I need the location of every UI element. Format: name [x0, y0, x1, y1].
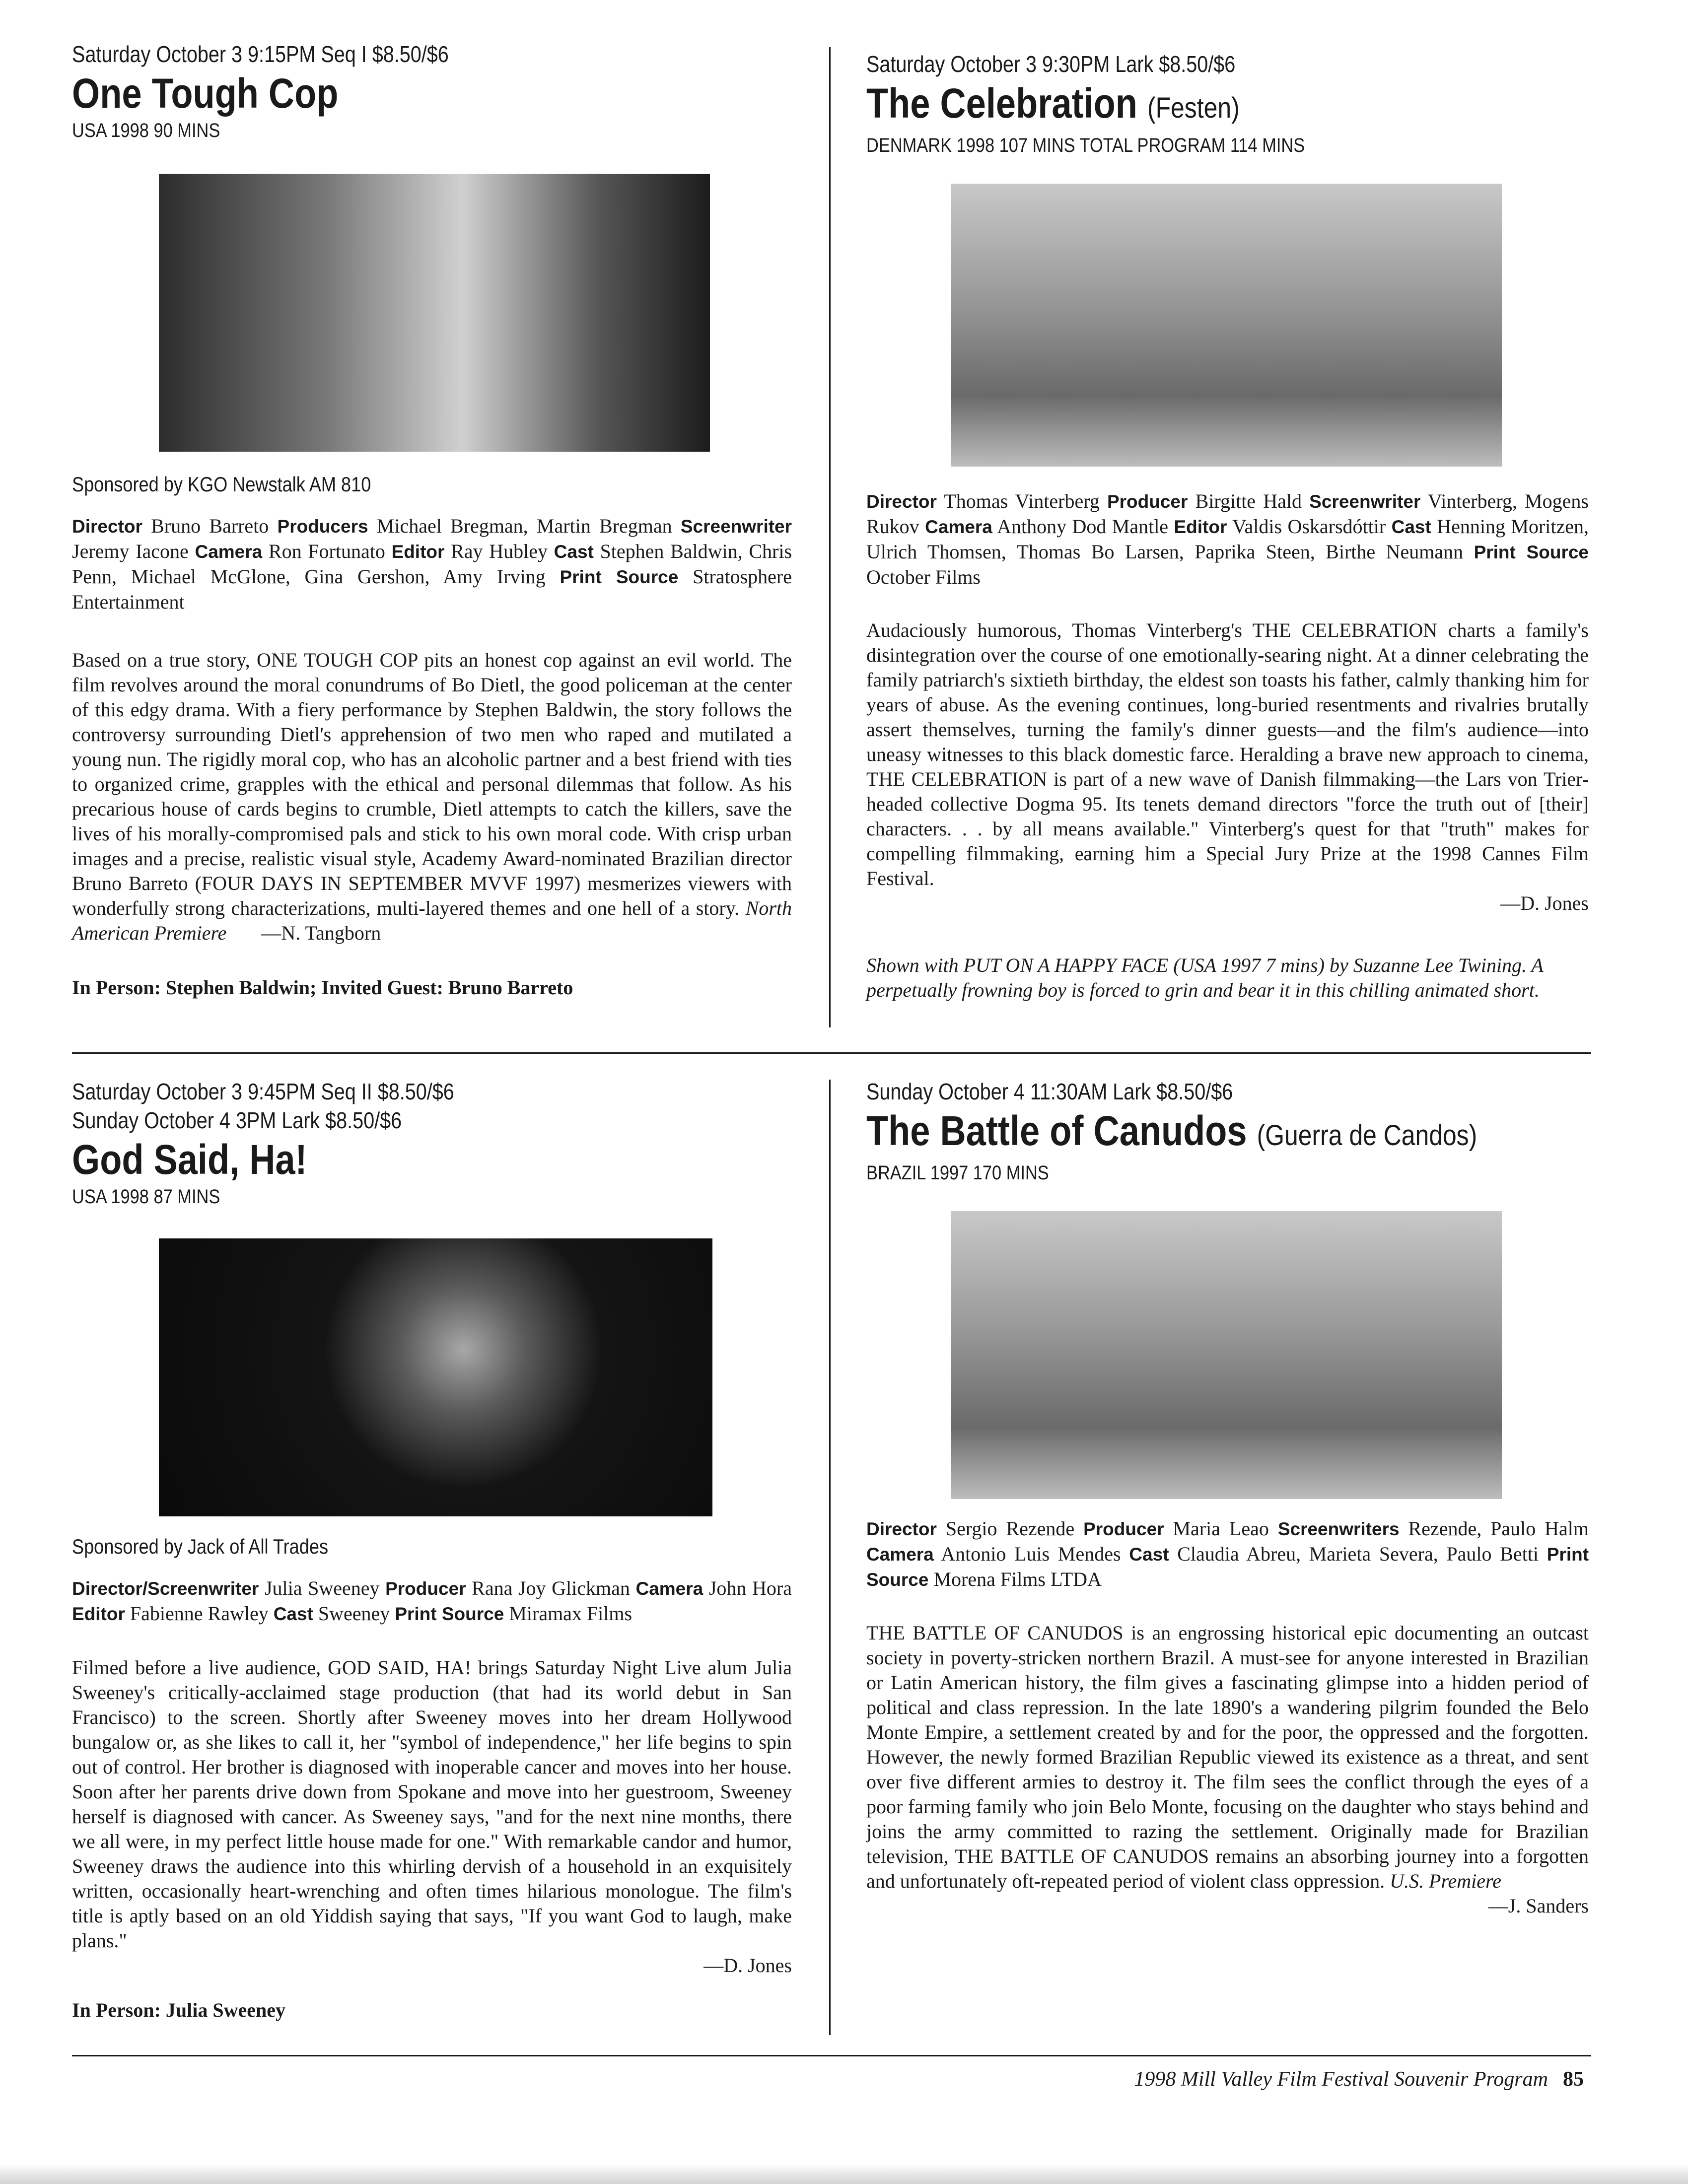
section-divider [72, 1052, 1591, 1054]
screening-time: Sunday October 4 3PM Lark $8.50/$6 [72, 1107, 402, 1133]
film-meta: DENMARK 1998 107 MINS TOTAL PROGRAM 114 MINS [866, 135, 1305, 156]
sponsor-line: Sponsored by Jack of All Trades [72, 1535, 328, 1558]
film-entry-god-said-ha [72, 1077, 797, 1209]
premiere-note: U.S. Premiere [1390, 1870, 1501, 1892]
credits-block: Director Sergio Rezende Producer Maria Leao Screenwriters Rezende, Paulo Halm Camera Antonio Luis Mendes Cast Claudia Abreu, Marieta Severa, Paulo Betti Print Source Morena Films LTDA [866, 1517, 1589, 1590]
credits-block: Director Thomas Vinterberg Producer Birgitte Hald Screenwriter Vinterberg, Mogens Rukov Camera Anthony Dod Mantle Editor Valdis Oskarsdóttir Cast Henning Moritzen, Ulrich Thomsen, Thomas Bo Larsen, Paprika Steen, Birthe Neumann Print Source October Films [866, 490, 1589, 588]
film-still-the-celebration [951, 184, 1502, 467]
film-meta: BRAZIL 1997 170 MINS [866, 1162, 1049, 1184]
page-number: 85 [1563, 2068, 1584, 2091]
film-description: Based on a true story, ONE TOUGH COP pits an honest cop against an evil world. The film revolves around the moral conundrums of Bo Dietl, the good policeman at the center of this edgy drama. With a fiery performance by Stephen Baldwin, the story follows the controversy surrounding Dietl's apprehension of two men who raped and mutilated a young nun. The rigidly moral cop, who has an alcoholic partner and a best friend with ties to organized crime, grapples with the ethical and personal dilemmas that follow. As his precarious house of cards begins to crumble, Dietl attempts to catch the killers, save the lives of his morally-compromised pals and stick to his own moral code. With crisp urban images and a precise, realistic visual style, Academy Award-nominated Brazilian director Bruno Barreto (FOUR DAYS IN SEPTEMBER MVVF 1997) mesmerizes viewers with wonderfully strong characterizations, multi-layered themes and one hell of a story. North American Premiere —N. Tangborn [72, 649, 792, 944]
in-person-note: In Person: Julia Sweeney [72, 1999, 285, 2021]
reviewer: —N. Tangborn [261, 922, 381, 944]
screening-time: Saturday October 3 9:15PM Seq I $8.50/$6 [72, 41, 449, 67]
in-person-note: In Person: Stephen Baldwin; Invited Guest: Bruno Barreto [72, 976, 573, 999]
scan-edge [0, 2164, 1688, 2184]
film-meta: USA 1998 87 MINS [72, 1186, 220, 1208]
film-description: Audaciously humorous, Thomas Vinterberg's THE CELEBRATION charts a family's disintegration over the course of one emotionally-searing night. At a dinner celebrating the family patriarch's sixtieth birthday, the eldest son toasts his father, calmly thanking him for years of abuse. As the evening continues, long-buried resentments and rivalries brutally assert themselves, turning the family's dinner guests—and the film's audience—into uneasy witnesses to this black domestic farce. Heralding a brave new approach to cinema, THE CELEBRATION is part of a new wave of Danish filmmaking—the Lars von Trier-headed collective Dogma 95. Its tenets demand directors "force the truth out of [their] characters. . . by all means available." Vinterberg's quest for that "truth" makes for compelling filmmaking, earning him a Special Jury Prize at the 1998 Cannes Film Festival. —D. Jones [866, 618, 1589, 916]
film-meta: USA 1998 90 MINS [72, 120, 220, 141]
reviewer: —D. Jones [703, 1954, 792, 1977]
film-title: One Tough Cop [72, 70, 339, 117]
shown-with-note: Shown with PUT ON A HAPPY FACE (USA 1997 7 mins) by Suzanne Lee Twining. A perpetually frowning boy is forced to grin and bear it in this chilling animated short. [866, 954, 1544, 1001]
reviewer: —D. Jones [1500, 892, 1589, 914]
footer-rule [72, 2055, 1591, 2056]
film-entry-the-celebration [866, 50, 1591, 158]
film-title: The Battle of Canudos (Guerra de Candos) [866, 1107, 1477, 1154]
publication-name: 1998 Mill Valley Film Festival Souvenir Program [1134, 2068, 1548, 2091]
film-still-god-said-ha [159, 1238, 712, 1516]
screening-time: Saturday October 3 9:30PM Lark $8.50/$6 [866, 51, 1236, 77]
column-divider-bottom [829, 1080, 831, 2035]
reviewer: —J. Sanders [1488, 1895, 1589, 1917]
credits-block: Director/Screenwriter Julia Sweeney Producer Rana Joy Glickman Camera John Hora Editor Fabienne Rawley Cast Sweeney Print Source Miramax Films [72, 1577, 792, 1625]
film-description: THE BATTLE OF CANUDOS is an engrossing historical epic documenting an outcast society in poverty-stricken northern Brazil. A must-see for anyone interested in Brazilian or Latin American history, the film gives a fascinating glimpse into a hidden period of political and class repression. In the late 1890's a wandering pilgrim founded the Belo Monte Empire, a settlement created by and for the poor, the oppressed and the forgotten. However, the newly formed Brazilian Republic viewed its existence as a threat, and sent over five different armies to destroy it. The film sees the conflict through the eyes of a poor farming family who join Belo Monte, focusing on the daughter who stays behind and joins the army committed to razing the settlement. Originally made for Brazilian television, THE BATTLE OF CANUDOS remains an absorbing journey into a forgotten and unfortunately oft-repeated period of violent class oppression. U.S. Premiere —J. Sanders [866, 1621, 1589, 1918]
film-still-the-battle-of-canudos [951, 1211, 1502, 1499]
film-still-one-tough-cop [159, 174, 710, 452]
film-title: The Celebration (Festen) [866, 80, 1240, 127]
film-entry-the-battle-of-canudos [866, 1077, 1591, 1185]
film-title: God Said, Ha! [72, 1136, 307, 1183]
film-entry-one-tough-cop [72, 40, 797, 143]
screening-time: Sunday October 4 11:30AM Lark $8.50/$6 [866, 1079, 1233, 1104]
premiere-note: North American Premiere [72, 897, 792, 944]
credits-block: Director Bruno Barreto Producers Michael Bregman, Martin Bregman Screenwriter Jeremy Iacone Camera Ron Fortunato Editor Ray Hubley Cast Stephen Baldwin, Chris Penn, Michael McGlone, Gina Gershon, Amy Irving Print Source Stratosphere Entertainment [72, 515, 792, 613]
sponsor-line: Sponsored by KGO Newstalk AM 810 [72, 473, 371, 496]
page-footer [1134, 2067, 1584, 2091]
column-divider-top [829, 47, 831, 1027]
screening-time: Saturday October 3 9:45PM Seq II $8.50/$6 [72, 1079, 454, 1104]
film-description: Filmed before a live audience, GOD SAID, HA! brings Saturday Night Live alum Julia Sweeney's critically-acclaimed stage production (that had its world debut in San Francisco) to the screen. Shortly after Sweeney moves into her dream Hollywood bungalow or, as she likes to call it, her "symbol of independence," her life begins to spin out of control. Her brother is diagnosed with inoperable cancer and moves into her house. Soon after her parents drive down from Spokane and move into her guestroom, Sweeney herself is diagnosed with cancer. As Sweeney says, "and for the next nine months, there we all were, in my perfect little house made for one." With remarkable candor and humor, Sweeney draws the audience into this whirling dervish of a household in an exquisitely written, occasionally heart-wrenching and often times hilarious monologue. The film's title is aptly based on an old Yiddish saying that says, "If you want God to laugh, make plans." —D. Jones [72, 1655, 792, 1978]
